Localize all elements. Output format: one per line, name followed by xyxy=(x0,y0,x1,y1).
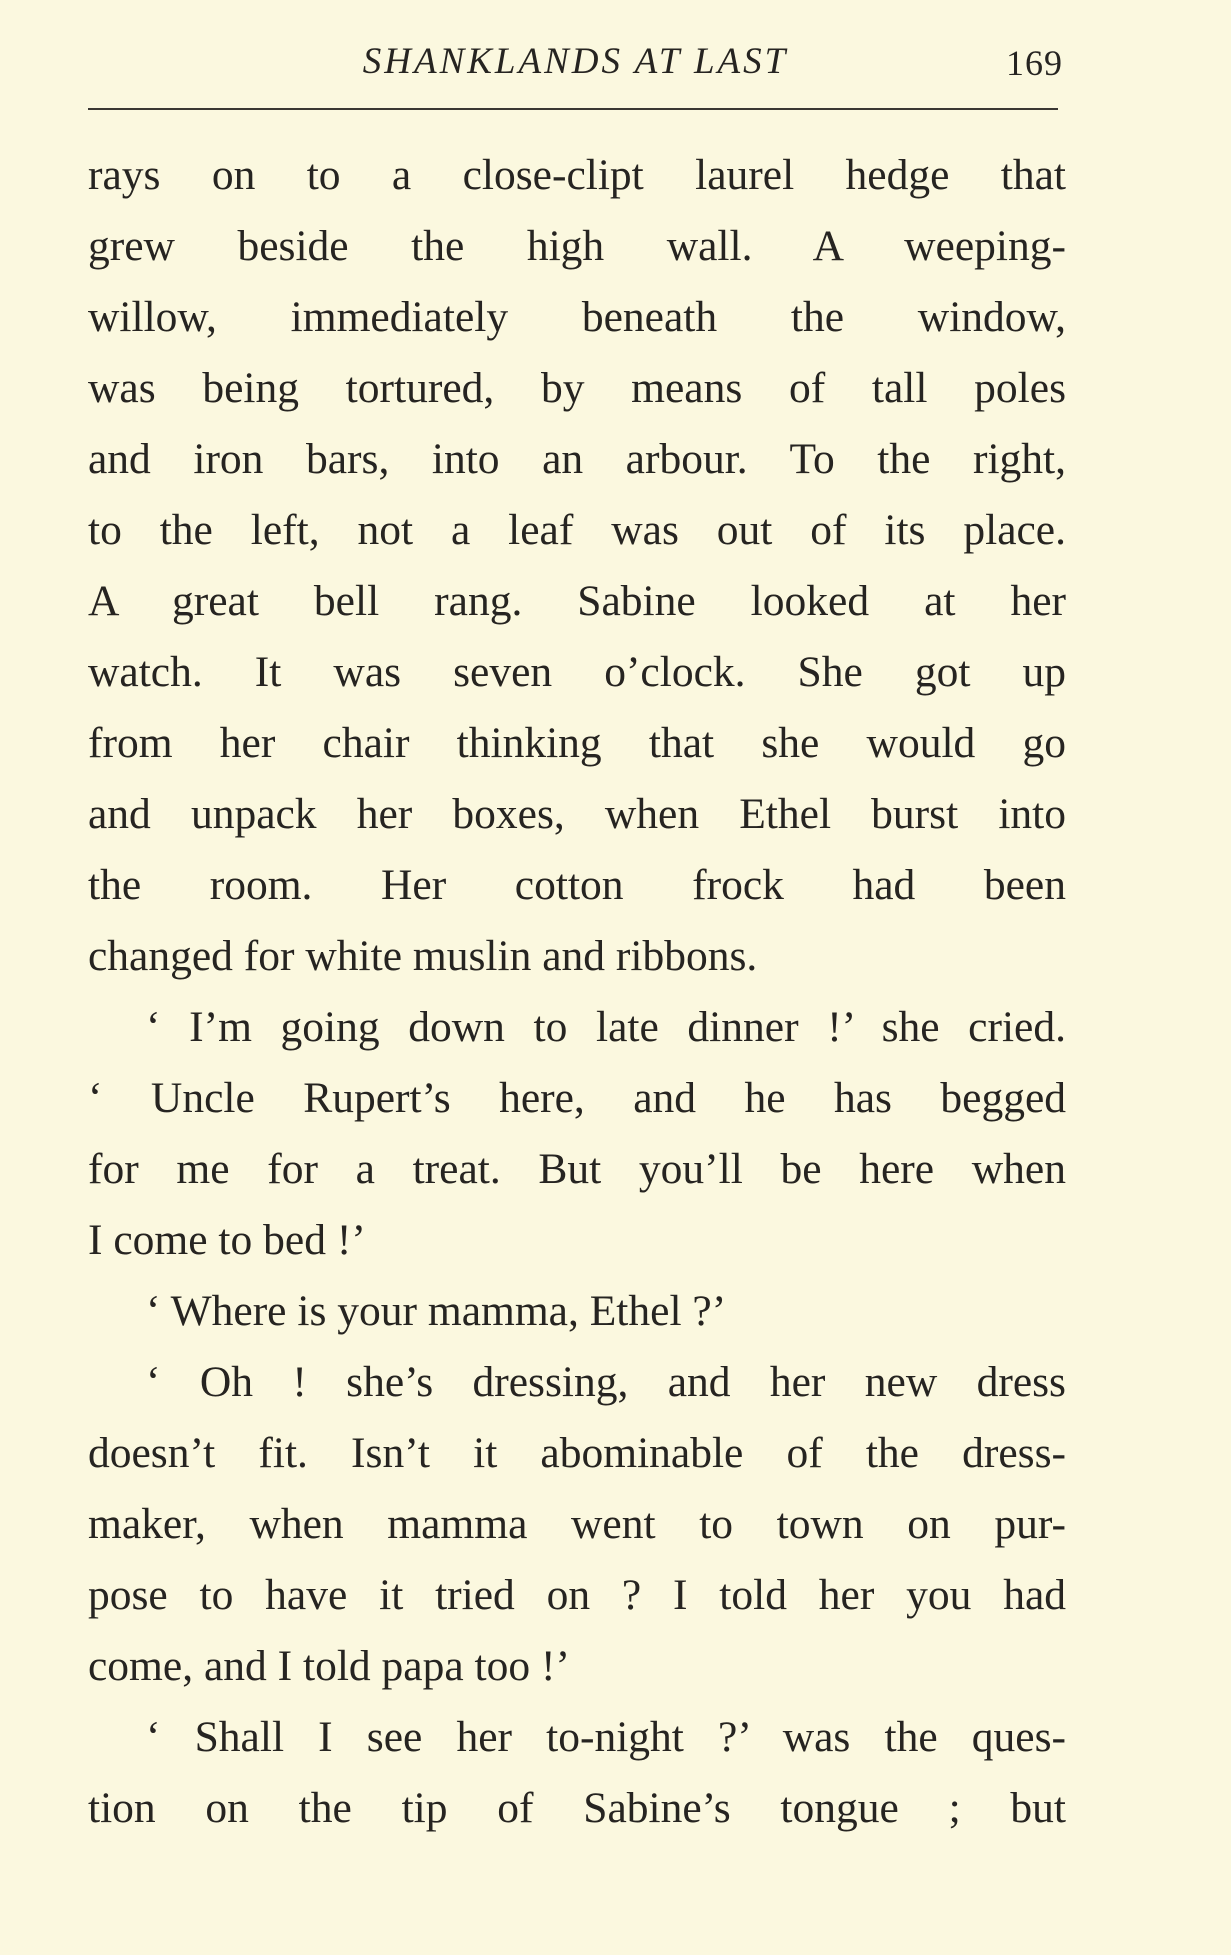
page-number: 169 xyxy=(1006,43,1063,83)
text-line: rays on to a close-clipt laurel hedge that xyxy=(88,151,1066,199)
text-line: A great bell rang. Sabine looked at her xyxy=(88,577,1066,625)
running-head xyxy=(88,36,1063,86)
text-line: maker, when mamma went to town on pur- xyxy=(88,1500,1066,1548)
text-line: and iron bars, into an arbour. To the right, xyxy=(88,435,1066,483)
text-line: ‘ Where is your mamma, Ethel ?’ xyxy=(146,1287,727,1335)
text-line: doesn’t fit. Isn’t it abominable of the dress- xyxy=(88,1429,1066,1477)
text-line: pose to have it tried on ? I told her you had xyxy=(88,1571,1066,1619)
text-line: grew beside the high wall. A weeping- xyxy=(88,222,1066,270)
text-line: ‘ Uncle Rupert’s here, and he has begged xyxy=(88,1074,1066,1122)
text-line: ‘ I’m going down to late dinner !’ she cried. xyxy=(146,1003,1066,1051)
text-line: and unpack her boxes, when Ethel burst into xyxy=(88,790,1066,838)
text-line: I come to bed !’ xyxy=(88,1216,366,1264)
text-line: come, and I told papa too !’ xyxy=(88,1642,570,1690)
text-line: to the left, not a leaf was out of its place. xyxy=(88,506,1066,554)
text-line: was being tortured, by means of tall poles xyxy=(88,364,1066,412)
body-text xyxy=(88,140,1066,1844)
text-line: changed for white muslin and ribbons. xyxy=(88,932,758,980)
text-line: the room. Her cotton frock had been xyxy=(88,861,1066,909)
text-line: ‘ Oh ! she’s dressing, and her new dress xyxy=(146,1358,1066,1406)
text-line: for me for a treat. But you’ll be here when xyxy=(88,1145,1066,1193)
running-title: SHANKLANDS AT LAST xyxy=(362,41,789,82)
text-line: tion on the tip of Sabine’s tongue ; but xyxy=(88,1784,1066,1832)
text-line: willow, immediately beneath the window, xyxy=(88,293,1066,341)
text-line: ‘ Shall I see her to-night ?’ was the ques- xyxy=(146,1713,1066,1761)
text-line: from her chair thinking that she would go xyxy=(88,719,1066,767)
header-rule xyxy=(88,108,1058,110)
text-line: watch. It was seven o’clock. She got up xyxy=(88,648,1066,696)
